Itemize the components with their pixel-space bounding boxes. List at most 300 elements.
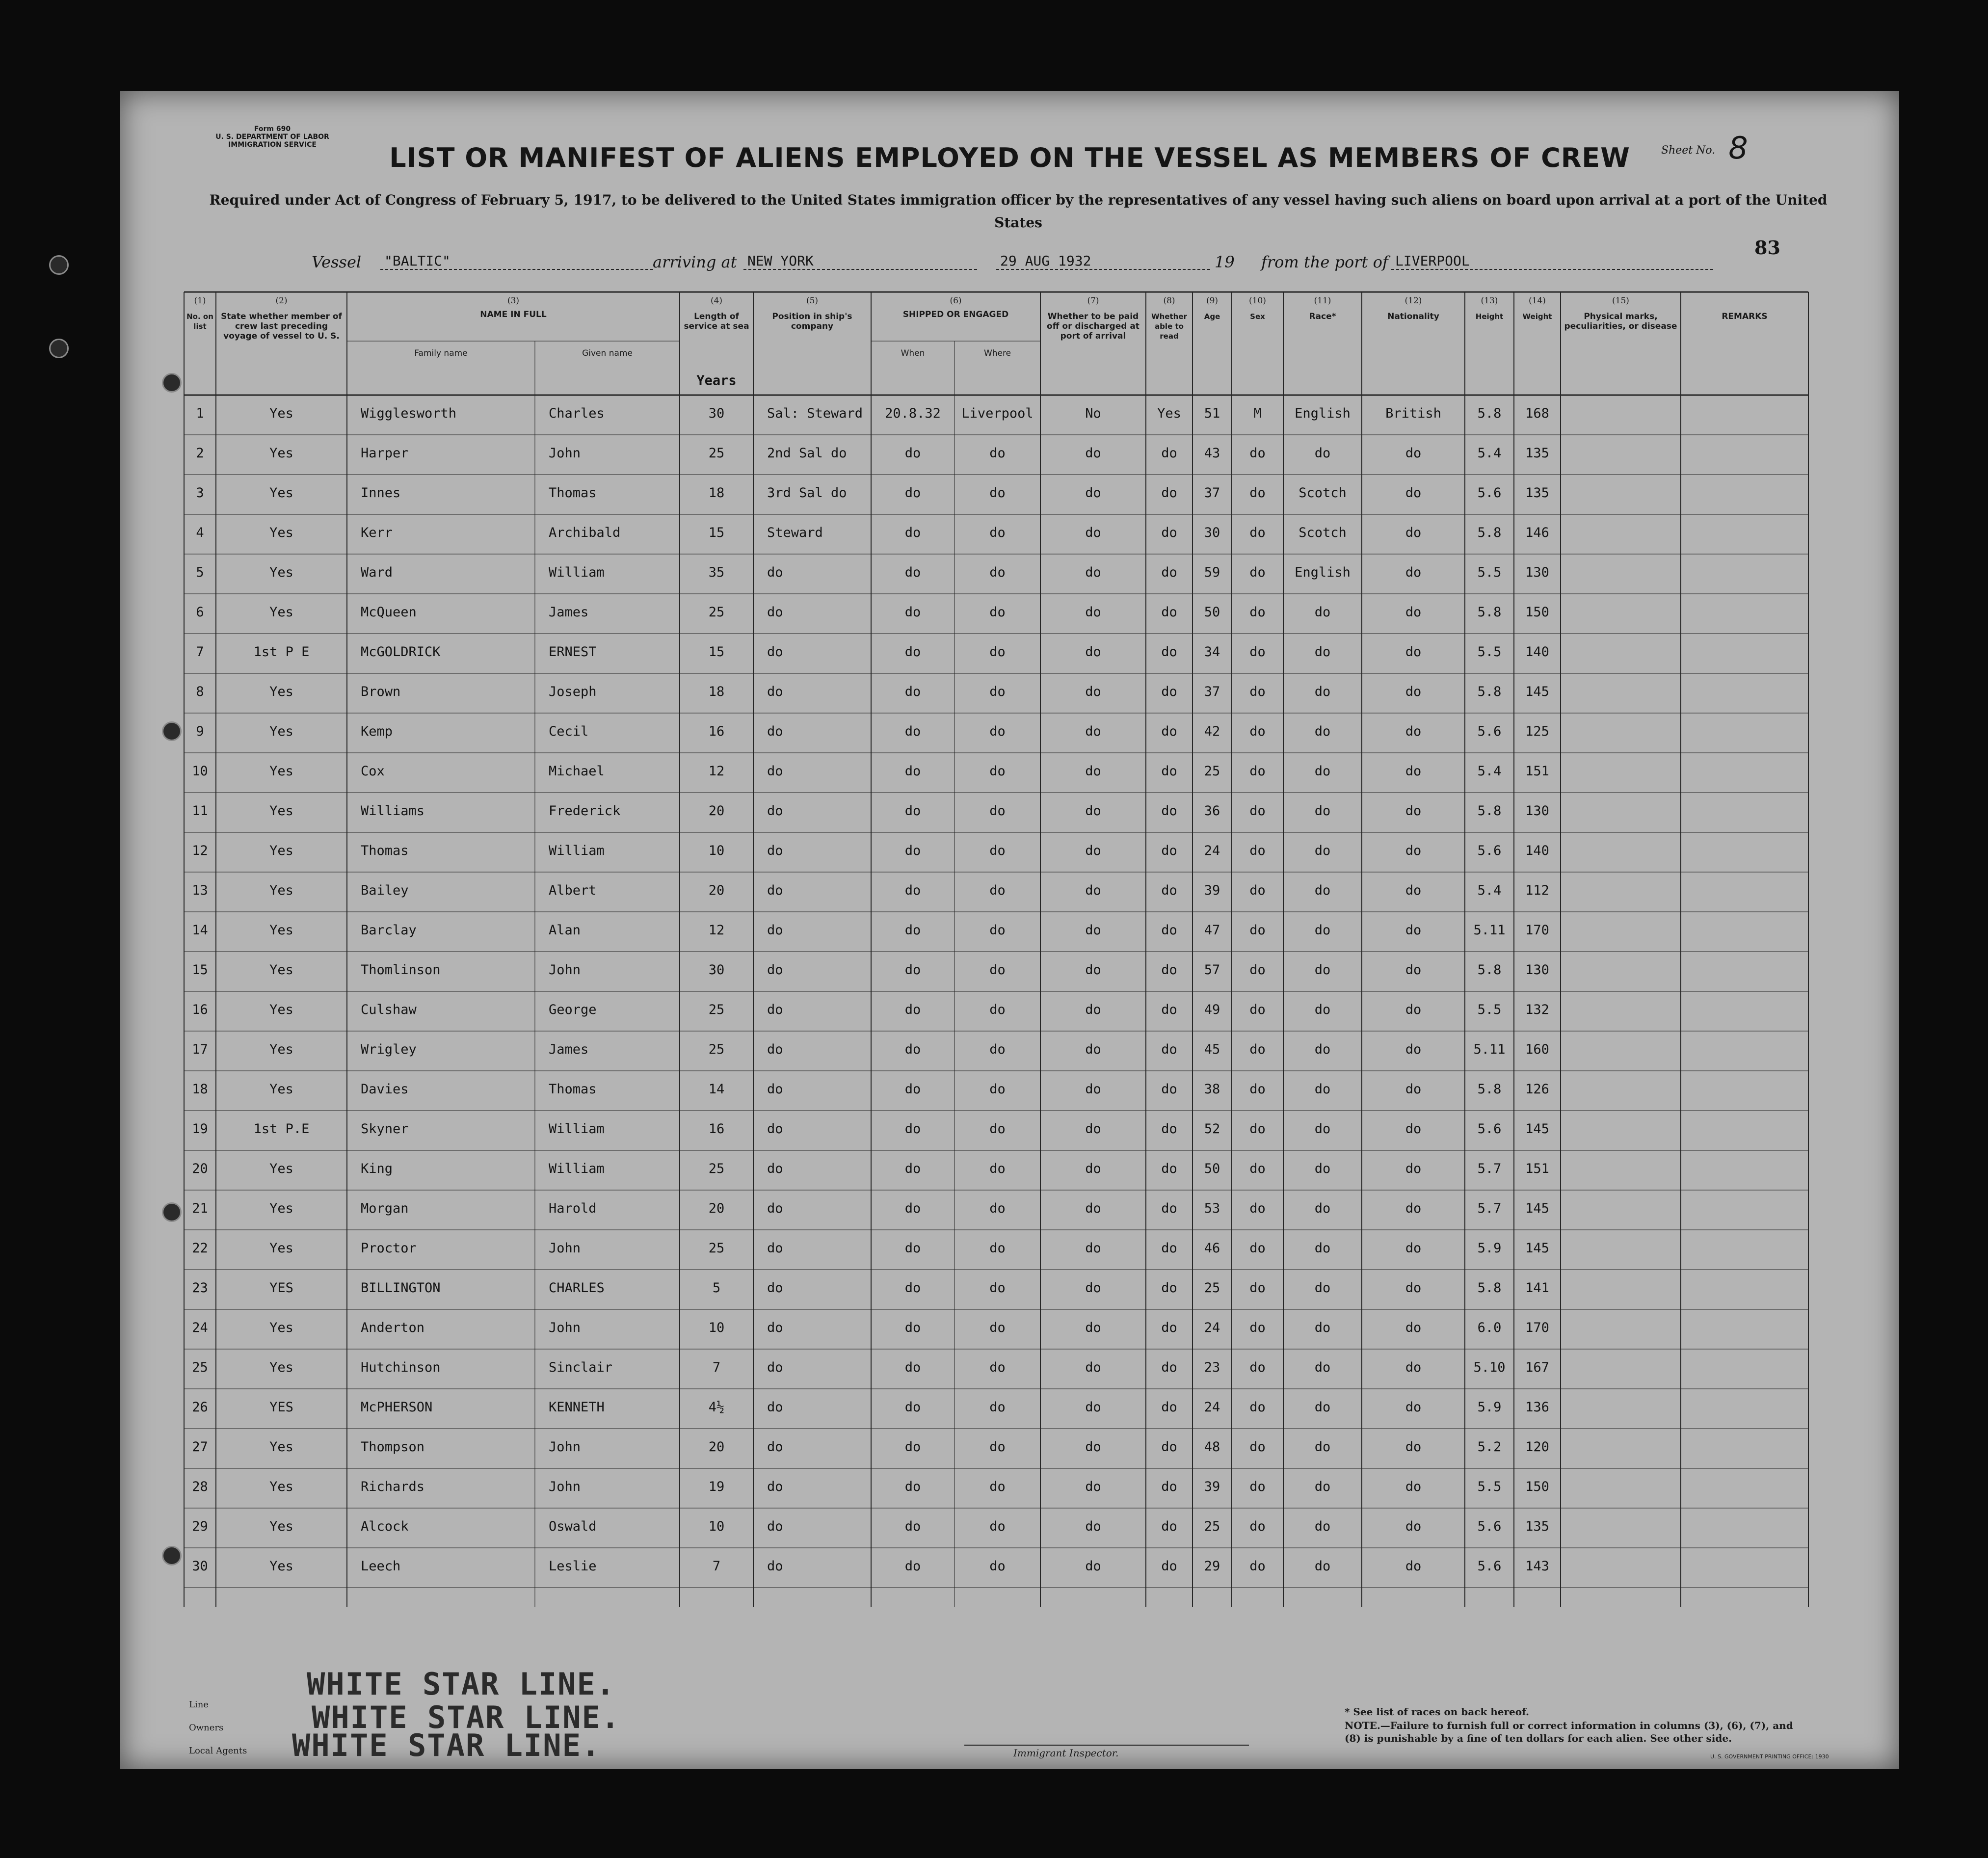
- shipped-when: do: [904, 1082, 921, 1097]
- paid-off: do: [1085, 962, 1101, 978]
- sex: do: [1249, 1519, 1266, 1534]
- prior-voyage: 1st P.E: [253, 1121, 310, 1137]
- column-number: (10): [1249, 296, 1266, 306]
- position: Sal: Steward: [767, 406, 863, 421]
- column-number: (3): [507, 296, 520, 306]
- shipped-where: do: [989, 1201, 1006, 1216]
- prior-voyage: Yes: [269, 803, 293, 819]
- weight: 151: [1525, 1161, 1549, 1176]
- nationality: do: [1405, 1042, 1422, 1057]
- age: 43: [1204, 446, 1220, 461]
- family-name: Bailey: [361, 883, 409, 898]
- position: do: [767, 1360, 783, 1375]
- shipped-where: do: [989, 1400, 1006, 1415]
- height: 5.6: [1477, 843, 1502, 858]
- paid-off: do: [1085, 485, 1101, 501]
- height: 5.5: [1477, 1002, 1502, 1017]
- shipped-where: do: [989, 644, 1006, 660]
- race: do: [1314, 1121, 1331, 1137]
- department-name: U. S. DEPARTMENT OF LABOR: [215, 133, 329, 141]
- race: do: [1314, 1241, 1331, 1256]
- row-number: 27: [192, 1439, 208, 1455]
- column-header: REMARKS: [1722, 312, 1768, 321]
- race: do: [1314, 883, 1331, 898]
- height: 5.7: [1477, 1161, 1502, 1176]
- weight: 145: [1525, 1121, 1549, 1137]
- nationality: do: [1405, 1439, 1422, 1455]
- shipped-when: do: [904, 1559, 921, 1574]
- age: 23: [1204, 1360, 1220, 1375]
- race: do: [1314, 962, 1331, 978]
- height: 5.11: [1473, 923, 1506, 938]
- prior-voyage: Yes: [269, 1479, 293, 1494]
- column-number: (13): [1481, 296, 1498, 306]
- prior-voyage: Yes: [269, 565, 293, 580]
- shipped-when: do: [904, 565, 921, 580]
- nationality: do: [1405, 803, 1422, 819]
- sex: do: [1249, 446, 1266, 461]
- service-years: 16: [708, 724, 725, 739]
- race: do: [1314, 803, 1331, 819]
- weight: 130: [1525, 565, 1549, 580]
- form-number: Form 690: [254, 125, 291, 133]
- position: do: [767, 1201, 783, 1216]
- service-years: 7: [712, 1360, 721, 1375]
- shipped-when: do: [904, 803, 921, 819]
- prior-voyage: Yes: [269, 843, 293, 858]
- shipped-where: do: [989, 843, 1006, 858]
- family-name: King: [361, 1161, 393, 1176]
- position: do: [767, 962, 783, 978]
- shipped-when: do: [904, 923, 921, 938]
- prior-voyage: Yes: [269, 724, 293, 739]
- nationality: do: [1405, 1479, 1422, 1494]
- sex: do: [1249, 803, 1266, 819]
- given-name: John: [549, 1320, 581, 1335]
- paid-off: do: [1085, 1479, 1101, 1494]
- able-to-read: do: [1161, 803, 1177, 819]
- prior-voyage: Yes: [269, 923, 293, 938]
- service-years: 25: [708, 1161, 725, 1176]
- shipped-where: do: [989, 962, 1006, 978]
- row-number: 10: [192, 764, 208, 779]
- column-header: Nationality: [1387, 312, 1439, 321]
- race: do: [1314, 764, 1331, 779]
- service-years: 14: [708, 1082, 725, 1097]
- service-years: 20: [708, 1201, 725, 1216]
- paid-off: do: [1085, 1439, 1101, 1455]
- shipped-where: Liverpool: [961, 406, 1034, 421]
- sex: do: [1249, 1360, 1266, 1375]
- paid-off: do: [1085, 843, 1101, 858]
- age: 51: [1204, 406, 1220, 421]
- prior-voyage: Yes: [269, 525, 293, 540]
- weight: 140: [1525, 644, 1549, 660]
- prior-voyage: Yes: [269, 1002, 293, 1017]
- weight: 151: [1525, 764, 1549, 779]
- nationality: do: [1405, 1161, 1422, 1176]
- weight: 160: [1525, 1042, 1549, 1057]
- able-to-read: do: [1161, 1241, 1177, 1256]
- family-name: McGOLDRICK: [361, 644, 441, 660]
- shipped-when: 20.8.32: [885, 406, 941, 421]
- prior-voyage: Yes: [269, 1320, 293, 1335]
- sex: do: [1249, 1082, 1266, 1097]
- race: do: [1314, 1082, 1331, 1097]
- family-name: Brown: [361, 684, 401, 699]
- agents-label: Local Agents: [189, 1746, 247, 1756]
- able-to-read: do: [1161, 724, 1177, 739]
- column-header: Physical marks, peculiarities, or disease: [1564, 312, 1677, 331]
- height: 5.8: [1477, 684, 1502, 699]
- able-to-read: do: [1161, 1042, 1177, 1057]
- race: English: [1295, 565, 1351, 580]
- weight: 135: [1525, 1519, 1549, 1534]
- sex: do: [1249, 644, 1266, 660]
- age: 36: [1204, 803, 1220, 819]
- service-years: 18: [708, 485, 725, 501]
- shipped-when: do: [904, 962, 921, 978]
- nationality: do: [1405, 1280, 1422, 1296]
- nationality: do: [1405, 1559, 1422, 1574]
- prior-voyage: Yes: [269, 684, 293, 699]
- shipped-where: do: [989, 446, 1006, 461]
- shipped-where: do: [989, 1479, 1006, 1494]
- column-header: Age: [1204, 312, 1220, 321]
- family-name: Wigglesworth: [361, 406, 457, 421]
- position: do: [767, 1479, 783, 1494]
- service-years: 18: [708, 684, 725, 699]
- weight: 150: [1525, 1479, 1549, 1494]
- shipped-where: do: [989, 1241, 1006, 1256]
- family-name: Davies: [361, 1082, 409, 1097]
- service-years: 35: [708, 565, 725, 580]
- race: do: [1314, 446, 1331, 461]
- shipped-when: do: [904, 684, 921, 699]
- prior-voyage: Yes: [269, 883, 293, 898]
- column-header: Whether to be paid off or discharged at port of arrival: [1047, 312, 1140, 341]
- service-years: 19: [708, 1479, 725, 1494]
- able-to-read: do: [1161, 1320, 1177, 1335]
- family-name: Anderton: [361, 1320, 425, 1335]
- height: 6.0: [1477, 1320, 1502, 1335]
- shipped-where: do: [989, 764, 1006, 779]
- able-to-read: do: [1161, 644, 1177, 660]
- arrival-port: NEW YORK: [743, 253, 977, 270]
- position: do: [767, 1280, 783, 1296]
- service-years: 20: [708, 803, 725, 819]
- race: do: [1314, 843, 1331, 858]
- race: do: [1314, 605, 1331, 620]
- age: 46: [1204, 1241, 1220, 1256]
- height: 5.6: [1477, 485, 1502, 501]
- height: 5.5: [1477, 565, 1502, 580]
- position: do: [767, 883, 783, 898]
- sex: do: [1249, 1400, 1266, 1415]
- race: do: [1314, 1559, 1331, 1574]
- position: do: [767, 644, 783, 660]
- paid-off: do: [1085, 1400, 1101, 1415]
- weight: 126: [1525, 1082, 1549, 1097]
- family-name: Kemp: [361, 724, 393, 739]
- family-name: Innes: [361, 485, 401, 501]
- given-name: Cecil: [549, 724, 589, 739]
- sex: do: [1249, 1201, 1266, 1216]
- age: 57: [1204, 962, 1220, 978]
- age: 38: [1204, 1082, 1220, 1097]
- nationality: do: [1405, 525, 1422, 540]
- able-to-read: do: [1161, 1360, 1177, 1375]
- inspector-label: Immigrant Inspector.: [1013, 1747, 1119, 1759]
- row-number: 1: [196, 406, 204, 421]
- service-years: 25: [708, 605, 725, 620]
- nationality: do: [1405, 962, 1422, 978]
- position: do: [767, 803, 783, 819]
- family-name: Wrigley: [361, 1042, 417, 1057]
- able-to-read: do: [1161, 1559, 1177, 1574]
- sex: do: [1249, 962, 1266, 978]
- height: 5.10: [1473, 1360, 1506, 1375]
- age: 37: [1204, 485, 1220, 501]
- shipped-when: do: [904, 1042, 921, 1057]
- row-number: 17: [192, 1042, 208, 1057]
- weight: 112: [1525, 883, 1549, 898]
- height: 5.6: [1477, 1559, 1502, 1574]
- column-subheader: Family name: [414, 348, 468, 358]
- shipped-where: do: [989, 1519, 1006, 1534]
- given-name: William: [549, 843, 605, 858]
- family-name: Thomas: [361, 843, 409, 858]
- year-label: 19: [1215, 253, 1235, 271]
- given-name: Oswald: [549, 1519, 597, 1534]
- sex: do: [1249, 1280, 1266, 1296]
- given-name: John: [549, 1479, 581, 1494]
- shipped-when: do: [904, 1479, 921, 1494]
- able-to-read: Yes: [1157, 406, 1181, 421]
- prior-voyage: Yes: [269, 446, 293, 461]
- prior-voyage: 1st P E: [253, 644, 310, 660]
- shipped-when: do: [904, 644, 921, 660]
- shipped-where: do: [989, 605, 1006, 620]
- service-years: 25: [708, 1002, 725, 1017]
- position: do: [767, 843, 783, 858]
- family-name: McPHERSON: [361, 1400, 433, 1415]
- sex: do: [1249, 525, 1266, 540]
- given-name: Michael: [549, 764, 605, 779]
- given-name: James: [549, 1042, 589, 1057]
- given-name: Thomas: [549, 485, 597, 501]
- service-years: 25: [708, 446, 725, 461]
- height: 5.11: [1473, 1042, 1506, 1057]
- race: do: [1314, 1042, 1331, 1057]
- age: 50: [1204, 1161, 1220, 1176]
- shipped-where: do: [989, 724, 1006, 739]
- sex: do: [1249, 485, 1266, 501]
- age: 48: [1204, 1439, 1220, 1455]
- nationality: British: [1385, 406, 1441, 421]
- shipped-where: do: [989, 803, 1006, 819]
- paid-off: do: [1085, 803, 1101, 819]
- able-to-read: do: [1161, 565, 1177, 580]
- nationality: do: [1405, 1121, 1422, 1137]
- prior-voyage: YES: [269, 1400, 293, 1415]
- sex: do: [1249, 1439, 1266, 1455]
- height: 5.8: [1477, 962, 1502, 978]
- column-header: Sex: [1250, 312, 1265, 321]
- shipped-when: do: [904, 724, 921, 739]
- nationality: do: [1405, 485, 1422, 501]
- able-to-read: do: [1161, 923, 1177, 938]
- family-name: McQueen: [361, 605, 417, 620]
- family-name: Williams: [361, 803, 425, 819]
- sex: do: [1249, 1479, 1266, 1494]
- service-years: 5: [712, 1280, 721, 1296]
- shipped-when: do: [904, 843, 921, 858]
- sex: do: [1249, 764, 1266, 779]
- race: do: [1314, 1360, 1331, 1375]
- shipped-when: do: [904, 1400, 921, 1415]
- shipped-when: do: [904, 1360, 921, 1375]
- race: do: [1314, 1439, 1331, 1455]
- service-years: 12: [708, 764, 725, 779]
- given-name: Albert: [549, 883, 597, 898]
- sex: do: [1249, 843, 1266, 858]
- family-name: Skyner: [361, 1121, 409, 1137]
- position: do: [767, 764, 783, 779]
- height: 5.9: [1477, 1400, 1502, 1415]
- family-name: Barclay: [361, 923, 417, 938]
- age: 52: [1204, 1121, 1220, 1137]
- column-header: State whether member of crew last preceding voyage of vessel to U. S.: [221, 312, 342, 341]
- paid-off: do: [1085, 1519, 1101, 1534]
- sex: do: [1249, 1042, 1266, 1057]
- sex: do: [1249, 724, 1266, 739]
- family-name: Hutchinson: [361, 1360, 441, 1375]
- age: 49: [1204, 1002, 1220, 1017]
- line-stamp: WHITE STAR LINE.: [307, 1666, 616, 1702]
- weight: 132: [1525, 1002, 1549, 1017]
- owners-stamp: WHITE STAR LINE.: [312, 1699, 621, 1735]
- shipped-where: do: [989, 1360, 1006, 1375]
- row-number: 18: [192, 1082, 208, 1097]
- shipped-when: do: [904, 485, 921, 501]
- height: 5.8: [1477, 525, 1502, 540]
- sex: do: [1249, 1241, 1266, 1256]
- shipped-when: do: [904, 1320, 921, 1335]
- sex: M: [1253, 406, 1262, 421]
- shipped-when: do: [904, 1280, 921, 1296]
- row-number: 14: [192, 923, 208, 938]
- paid-off: do: [1085, 644, 1101, 660]
- paid-off: do: [1085, 605, 1101, 620]
- paid-off: do: [1085, 1002, 1101, 1017]
- family-name: Alcock: [361, 1519, 409, 1534]
- row-number: 5: [196, 565, 204, 580]
- family-name: Morgan: [361, 1201, 409, 1216]
- given-name: George: [549, 1002, 597, 1017]
- shipped-where: do: [989, 1439, 1006, 1455]
- given-name: William: [549, 1161, 605, 1176]
- sheet-label: Sheet No.: [1661, 144, 1716, 157]
- age: 53: [1204, 1201, 1220, 1216]
- race: do: [1314, 923, 1331, 938]
- shipped-when: do: [904, 1241, 921, 1256]
- row-number: 6: [196, 605, 204, 620]
- position: do: [767, 724, 783, 739]
- prior-voyage: Yes: [269, 764, 293, 779]
- service-years: 10: [708, 1320, 725, 1335]
- column-number: (6): [950, 296, 962, 306]
- service-years: 16: [708, 1121, 725, 1137]
- race: Scotch: [1299, 485, 1347, 501]
- shipped-where: do: [989, 1161, 1006, 1176]
- column-header: Position in ship's company: [772, 312, 852, 331]
- shipped-when: do: [904, 446, 921, 461]
- row-number: 25: [192, 1360, 208, 1375]
- nationality: do: [1405, 1002, 1422, 1017]
- nationality: do: [1405, 565, 1422, 580]
- column-number: (2): [275, 296, 288, 306]
- nationality: do: [1405, 764, 1422, 779]
- weight: 145: [1525, 684, 1549, 699]
- prior-voyage: Yes: [269, 1082, 293, 1097]
- service-years: 20: [708, 883, 725, 898]
- position: 2nd Sal do: [767, 446, 847, 461]
- weight: 168: [1525, 406, 1549, 421]
- shipped-where: do: [989, 1559, 1006, 1574]
- given-name: Leslie: [549, 1559, 597, 1574]
- paid-off: do: [1085, 1201, 1101, 1216]
- position: do: [767, 684, 783, 699]
- race: do: [1314, 1002, 1331, 1017]
- race: do: [1314, 684, 1331, 699]
- age: 25: [1204, 1519, 1220, 1534]
- prior-voyage: Yes: [269, 1360, 293, 1375]
- prior-voyage: Yes: [269, 1161, 293, 1176]
- row-number: 2: [196, 446, 204, 461]
- shipped-where: do: [989, 525, 1006, 540]
- paid-off: do: [1085, 565, 1101, 580]
- family-name: Ward: [361, 565, 393, 580]
- column-header: Whether able to read: [1151, 312, 1187, 341]
- nationality: do: [1405, 1201, 1422, 1216]
- printer-imprint: U. S. GOVERNMENT PRINTING OFFICE: 1930: [1710, 1753, 1829, 1760]
- able-to-read: do: [1161, 1479, 1177, 1494]
- race: do: [1314, 1320, 1331, 1335]
- nationality: do: [1405, 883, 1422, 898]
- service-years: 30: [708, 962, 725, 978]
- given-name: Archibald: [549, 525, 621, 540]
- weight: 135: [1525, 485, 1549, 501]
- column-subheader: When: [901, 348, 925, 358]
- given-name: Joseph: [549, 684, 597, 699]
- able-to-read: do: [1161, 684, 1177, 699]
- able-to-read: do: [1161, 883, 1177, 898]
- given-name: James: [549, 605, 589, 620]
- nationality: do: [1405, 684, 1422, 699]
- row-number: 16: [192, 1002, 208, 1017]
- shipped-where: do: [989, 1082, 1006, 1097]
- row-number: 26: [192, 1400, 208, 1415]
- weight: 120: [1525, 1439, 1549, 1455]
- binder-hole: [162, 1202, 182, 1222]
- weight: 136: [1525, 1400, 1549, 1415]
- position: do: [767, 1320, 783, 1335]
- nationality: do: [1405, 923, 1422, 938]
- prior-voyage: Yes: [269, 1241, 293, 1256]
- paid-off: do: [1085, 724, 1101, 739]
- shipped-when: do: [904, 1519, 921, 1534]
